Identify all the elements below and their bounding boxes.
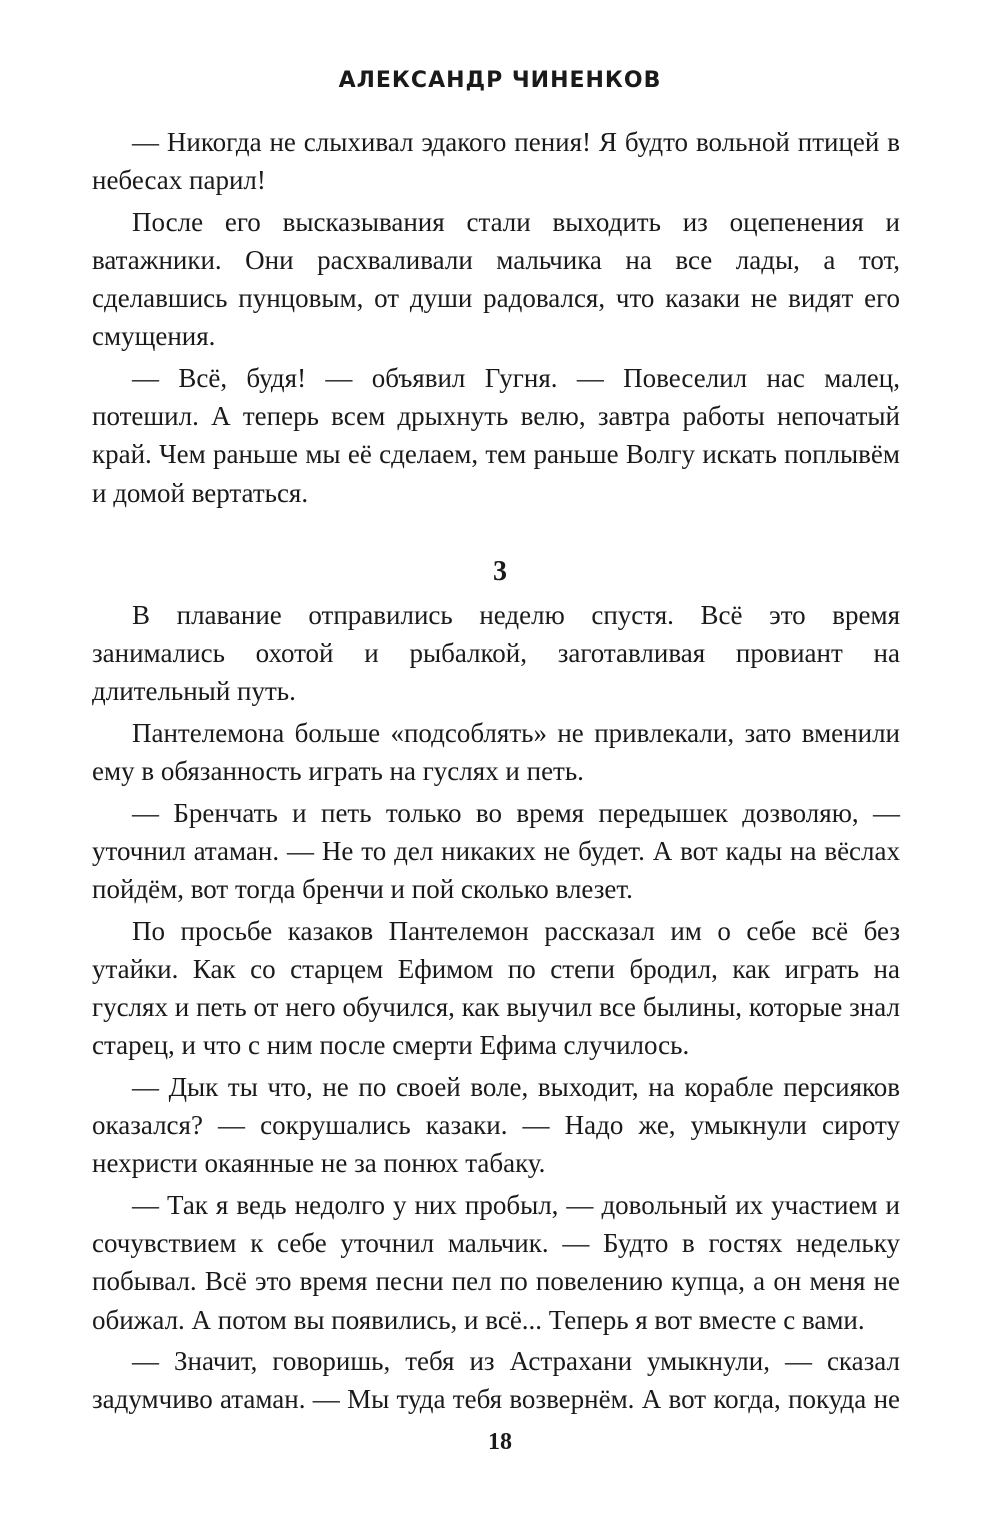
paragraph: По просьбе казаков Пантелемон рассказал им о себе всё без утайки. Как со старцем Ефимом по степи бродил, как играть на гуслях и петь от него обучился, как выучил все былины, которые знал старец, и что с ним после смерти Ефима случилось. <box>92 915 900 1061</box>
paragraph: — Бренчать и петь только во время передышек дозволяю, — уточнил атаман. — Не то дел никаких не будет. А вот кады на вёслах пойдём, вот тогда бренчи и пой сколько влезет. <box>92 797 900 905</box>
text-section-2 <box>92 596 900 1419</box>
paragraph: После его высказывания стали выходить из оцепенения и ватажники. Они расхваливали мальчика на все лады, а тот, сделавшись пунцовым, от души радовался, что казаки не видят его смущения. <box>92 206 900 352</box>
paragraph: — Так я ведь недолго у них пробыл, — довольный их участием и сочувствием к себе уточнил мальчик. — Будто в гостях недельку побывал. Всё это время песни пел по повелению купца, а он меня не обижал. А потом вы появились, и всё... Теперь я вот вместе с вами. <box>92 1190 900 1335</box>
running-header: АЛЕКСАНДР ЧИНЕНКОВ <box>338 68 662 93</box>
paragraph: — Значит, говоришь, тебя из Астрахани умыкнули, — сказал задумчиво атаман. — Мы туда тебя возвернём. А вот когда, покуда не <box>92 1346 900 1415</box>
paragraph: В плавание отправились неделю спустя. Всё это время занимались охотой и рыбалкой, заготавливая провиант на длительный путь. <box>92 600 900 707</box>
paragraph: — Дык ты что, не по своей воле, выходит, на корабле персияков оказался? — сокрушались казаки. — Надо же, умыкнули сироту нехристи окаянные не за понюх табаку. <box>92 1072 900 1179</box>
paragraph: Пантелемона больше «подсоблять» не привлекали, зато вменили ему в обязанность играть на гуслях и петь. <box>92 718 900 787</box>
chapter-number: 3 <box>493 556 507 587</box>
paragraph: — Всё, будя! — объявил Гугня. — Повеселил нас малец, потешил. А теперь всем дрыхнуть велю, завтра работы непочатый край. Чем раньше мы её сделаем, тем раньше Волгу искать поплывём и домой вертаться. <box>92 363 900 508</box>
paragraph: — Никогда не слыхивал эдакого пения! Я будто вольной птицей в небесах парил! <box>92 127 900 196</box>
page-number: 18 <box>488 1429 512 1455</box>
text-section-1 <box>92 123 900 512</box>
